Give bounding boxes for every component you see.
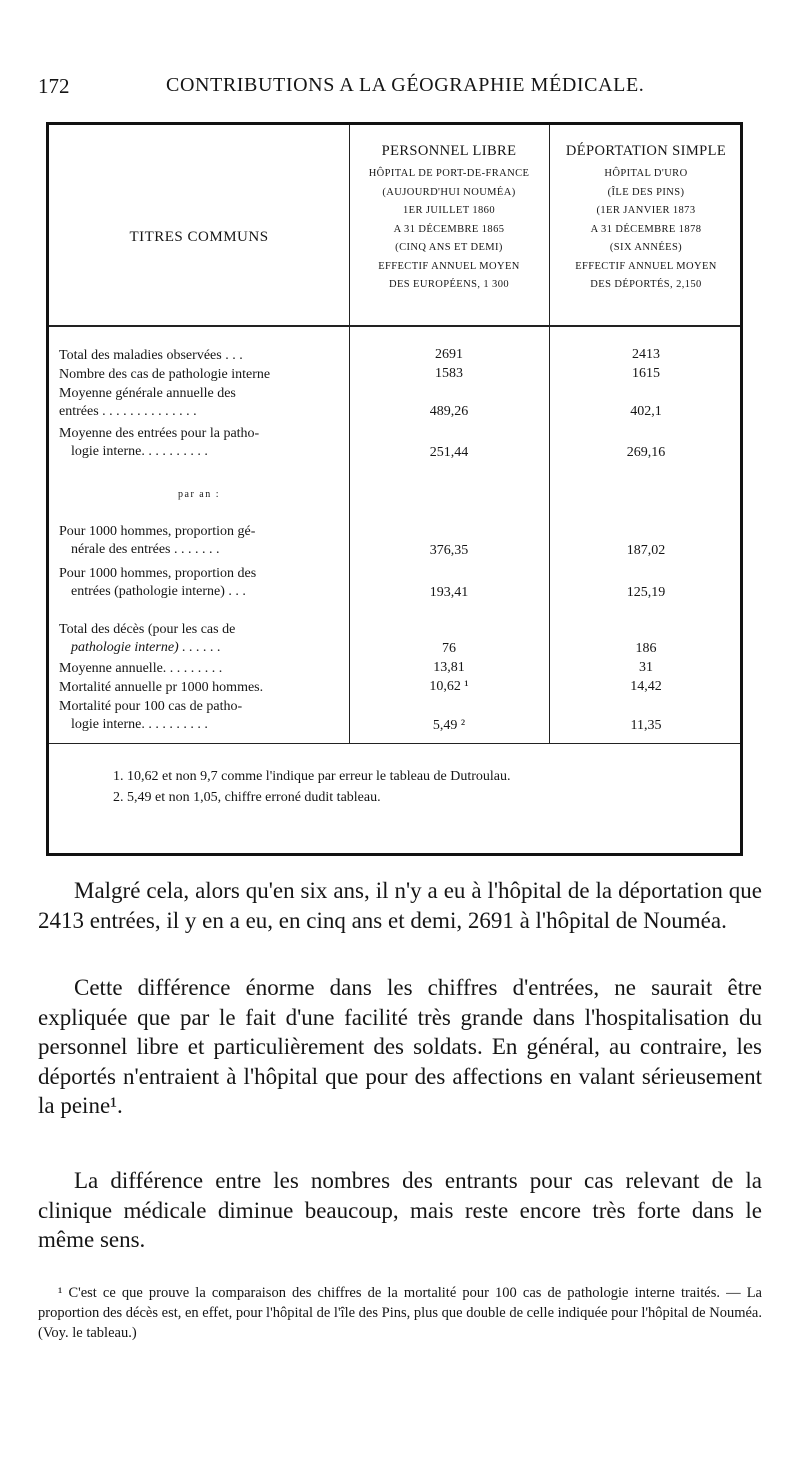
row-label: [59, 621, 344, 657]
table-cell: 489,26: [429, 404, 469, 419]
row-label-line: Mortalité pour 100 cas de patho-: [59, 699, 243, 714]
column-subtitle-line: (1ER JANVIER 1873: [596, 205, 696, 216]
row-label: [59, 385, 344, 421]
column-title: PERSONNEL LIBRE: [381, 143, 517, 159]
table-cell: 193,41: [429, 585, 469, 600]
table-cell: 186: [635, 641, 657, 656]
column-subtitle-line: (SIX ANNÉES): [609, 242, 683, 253]
column-header-personnel-libre: [349, 143, 549, 295]
row-label-line: pathologie interne) . . . . . .: [71, 640, 221, 655]
table-cell: 10,62 ¹: [429, 679, 469, 694]
row-label-line: Mortalité annuelle pr 1000 hommes.: [59, 680, 264, 695]
table-cell: 251,44: [429, 445, 469, 460]
row-label: [59, 366, 344, 384]
table-cell: 13,81: [433, 660, 465, 675]
table-cell: 2413: [632, 347, 660, 362]
row-label-line: Pour 1000 hommes, proportion gé-: [59, 524, 256, 539]
row-label: [59, 660, 344, 678]
table-cell: 31: [639, 660, 653, 675]
row-label-line: Total des décès (pour les cas de: [59, 622, 236, 637]
row-label-line: nérale des entrées . . . . . . .: [71, 542, 220, 557]
column-subtitle-line: EFFECTIF ANNUEL MOYEN: [575, 260, 717, 272]
table-cell: 2691: [435, 347, 463, 362]
row-label: [59, 425, 344, 461]
table-cell: 269,16: [626, 445, 666, 460]
page-number: 172: [38, 74, 70, 98]
table-cell: 187,02: [626, 543, 666, 558]
table-cell: 402,1: [630, 404, 662, 419]
running-title: CONTRIBUTIONS A LA GÉOGRAPHIE MÉDICALE.: [166, 74, 645, 96]
body-paragraph: Malgré cela, alors qu'en six ans, il n'y a eu à l'hôpital de la déportation que 2413 entrées, il y en a eu, en cinq ans et demi, 2691 à l'hôpital de Nouméa.: [38, 878, 762, 933]
row-label-line: Moyenne générale annuelle des: [59, 386, 236, 401]
column-subtitle-line: (AUJOURD'HUI NOUMÉA): [382, 186, 516, 198]
column-subtitle-line: DES DÉPORTÉS, 2,150: [590, 279, 702, 290]
running-head: [38, 70, 762, 104]
row-label: [59, 523, 344, 559]
row-label-line: Nombre des cas de pathologie interne: [59, 367, 271, 382]
column-header-deportation-simple: [549, 143, 743, 295]
table-note-2: 2. 5,49 et non 1,05, chiffre erroné dudit tableau.: [113, 790, 381, 805]
table-notes-rule: [49, 743, 740, 744]
column-subtitle-line: 1ER JUILLET 1860: [403, 205, 495, 216]
subheading-par-an: par an :: [178, 489, 220, 500]
column-subtitle-line: (ÎLE DES PINS): [607, 186, 685, 198]
row-label-line: entrées . . . . . . . . . . . . . .: [59, 404, 197, 419]
table-cell: 5,49 ²: [432, 718, 466, 733]
table-cell: 1583: [435, 366, 463, 381]
row-label: [59, 679, 344, 697]
row-label-line: logie interne. . . . . . . . . .: [71, 717, 208, 732]
column-subtitle-line: (CINQ ANS ET DEMI): [395, 242, 503, 253]
page-footnote: ¹ C'est ce que prouve la comparaison des chiffres de la mortalité pour 100 cas de pathologie interne traités. — La proportion des décès est, en effet, pour l'hôpital de l'île des Pins, plus que double de celle indiquée pour l'hôpital de Nouméa. (Voy. le tableau.): [38, 1285, 762, 1341]
row-label: [59, 565, 344, 601]
common-titles-header: TITRES COMMUNS: [129, 229, 269, 245]
header-rule: [49, 325, 740, 327]
table-cell: 14,42: [630, 679, 662, 694]
table-cell: 125,19: [626, 585, 666, 600]
body-paragraph: Cette différence énorme dans les chiffres d'entrées, ne saurait être expliquée que par le fait d'une facilité très grande dans l'hospitalisation du personnel libre et particulièrement des soldats. En général, au contraire, les déportés n'entraient à l'hôpital que pour des affections en valant sérieusement la peine¹.: [38, 975, 762, 1118]
row-label-line: Moyenne annuelle. . . . . . . . .: [59, 661, 223, 676]
row-label: [59, 347, 344, 365]
column-subtitle-line: A 31 DÉCEMBRE 1878: [590, 223, 702, 235]
table-cell: 11,35: [630, 718, 662, 733]
row-label-line: Moyenne des entrées pour la patho-: [59, 426, 260, 441]
row-label-line: Total des maladies observées . . .: [59, 348, 243, 363]
table-note-1: 1. 10,62 et non 9,7 comme l'indique par erreur le tableau de Dutroulau.: [113, 769, 511, 784]
column-subtitle-line: DES EUROPÉENS, 1 300: [388, 279, 509, 290]
body-paragraph: La différence entre les nombres des entrants pour cas relevant de la clinique médicale diminue beaucoup, mais reste encore très forte dans le même sens.: [38, 1168, 762, 1252]
table-cell: 376,35: [429, 543, 469, 558]
row-label-line: Pour 1000 hommes, proportion des: [59, 566, 257, 581]
row-label-line: entrées (pathologie interne) . . .: [71, 584, 246, 599]
column-title: DÉPORTATION SIMPLE: [565, 143, 727, 159]
column-subtitle-line: HÔPITAL DE PORT-DE-FRANCE: [368, 168, 530, 179]
column-subtitle-line: A 31 DÉCEMBRE 1865: [393, 223, 505, 235]
row-label: [59, 698, 344, 734]
row-label-line: logie interne. . . . . . . . . .: [71, 444, 208, 459]
column-subtitle-line: HÔPITAL D'URO: [604, 168, 688, 179]
column-subtitle-line: EFFECTIF ANNUEL MOYEN: [378, 260, 520, 272]
statistics-table: [46, 122, 743, 856]
table-cell: 1615: [632, 366, 660, 381]
table-cell: 76: [442, 641, 456, 656]
